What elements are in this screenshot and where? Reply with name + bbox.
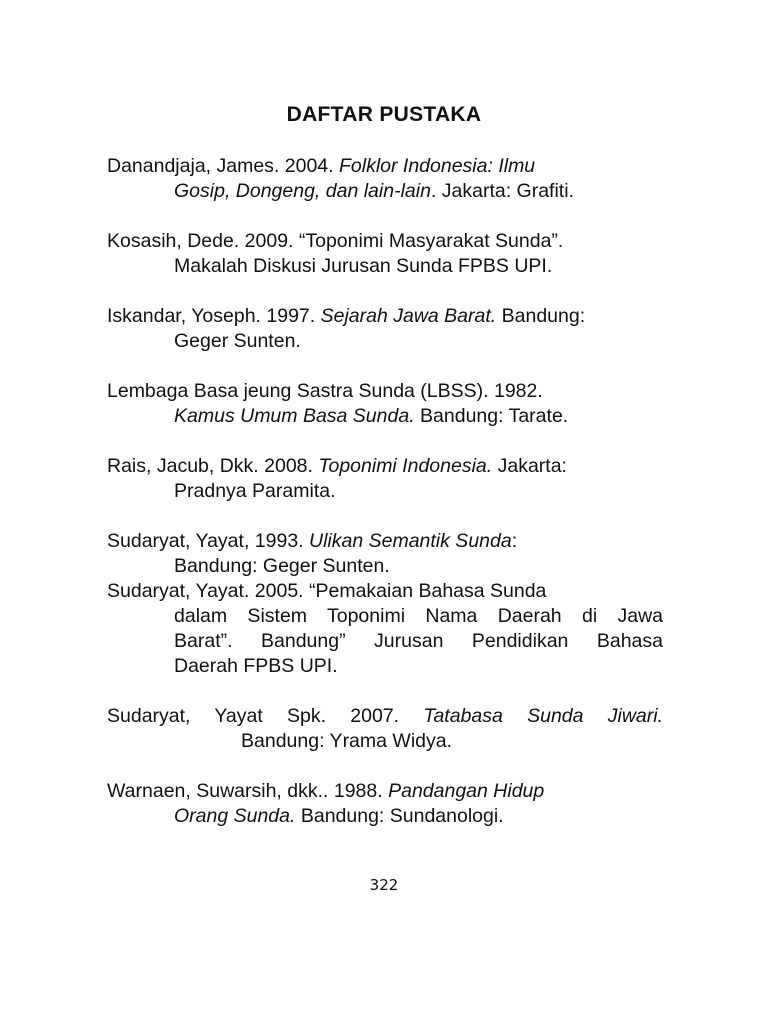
reference-line: Kosasih, Dede. 2009. “Toponimi Masyarakat Sunda”. <box>107 230 564 252</box>
reference-warnaen-1988 <box>107 779 663 829</box>
reference-title-cont: Orang Sunda. <box>174 805 296 827</box>
reference-iskandar-1997 <box>107 304 663 354</box>
reference-continuation <box>107 404 663 429</box>
reference-title: Toponimi Indonesia. <box>318 455 493 477</box>
reference-continuation <box>107 179 663 204</box>
reference-line-justified <box>107 704 663 729</box>
reference-continuation: Daerah FPBS UPI. <box>174 655 338 677</box>
reference-author-year: Danandjaja, James. 2004. <box>107 155 339 177</box>
reference-title: Sejarah Jawa Barat. <box>320 305 497 327</box>
reference-author-year: Sudaryat, Yayat, 1993. <box>107 530 309 552</box>
reference-publisher: Bandung: Tarate. <box>414 405 569 427</box>
reference-publisher-city: Jakarta: <box>492 455 567 477</box>
reference-sudaryat-1993 <box>107 529 663 579</box>
reference-continuation: Bandung: Geger Sunten. <box>174 555 390 577</box>
reference-sudaryat-2007 <box>107 704 663 754</box>
reference-continuation: Pradnya Paramita. <box>174 480 336 502</box>
reference-line-justified: Barat”. Bandung” Jurusan Pendidikan Bahasa <box>174 630 663 652</box>
reference-title: Ulikan Semantik Sunda <box>309 530 512 552</box>
reference-danandjaja-2004 <box>107 154 663 204</box>
reference-author-year: Rais, Jacub, Dkk. 2008. <box>107 455 319 477</box>
reference-publisher: Bandung: Sundanologi. <box>295 805 504 827</box>
reference-continuation: Makalah Diskusi Jurusan Sunda FPBS UPI. <box>174 255 553 277</box>
reference-title: Folklor Indonesia: Ilmu <box>338 155 536 177</box>
reference-continuation <box>107 629 663 654</box>
reference-author-year: Warnaen, Suwarsih, dkk.. 1988. <box>107 780 389 802</box>
reference-continuation <box>107 604 663 629</box>
reference-line: Sudaryat, Yayat. 2005. “Pemakaian Bahasa Sunda <box>107 580 547 602</box>
reference-line-justified: dalam Sistem Toponimi Nama Daerah di Jawa <box>174 605 663 627</box>
reference-title: Tatabasa Sunda Jiwari. <box>423 705 663 727</box>
reference-title: Kamus Umum Basa Sunda. <box>174 405 415 427</box>
reference-publisher: . Jakarta: Grafiti. <box>430 180 574 202</box>
page-number: 322 <box>369 876 399 894</box>
reference-list <box>107 154 663 829</box>
reference-author-year: Sudaryat, Yayat Spk. 2007. <box>107 705 424 727</box>
reference-continuation <box>107 804 663 829</box>
reference-kosasih-2009 <box>107 229 663 279</box>
reference-title: Pandangan Hidup <box>388 780 545 802</box>
reference-author-year: Iskandar, Yoseph. 1997. <box>107 305 321 327</box>
reference-sudaryat-2005 <box>107 579 663 679</box>
reference-lbss-1982 <box>107 379 663 429</box>
reference-continuation: Geger Sunten. <box>174 330 301 352</box>
reference-rais-2008 <box>107 454 663 504</box>
reference-title-cont: Gosip, Dongeng, dan lain-lain <box>174 180 431 202</box>
reference-line: Lembaga Basa jeung Sastra Sunda (LBSS). 1982. <box>107 380 543 402</box>
reference-publisher-city: Bandung: <box>496 305 586 327</box>
reference-punctuation: : <box>511 530 518 552</box>
reference-continuation: Bandung: Yrama Widya. <box>241 730 453 752</box>
page-title: DAFTAR PUSTAKA <box>286 103 482 126</box>
